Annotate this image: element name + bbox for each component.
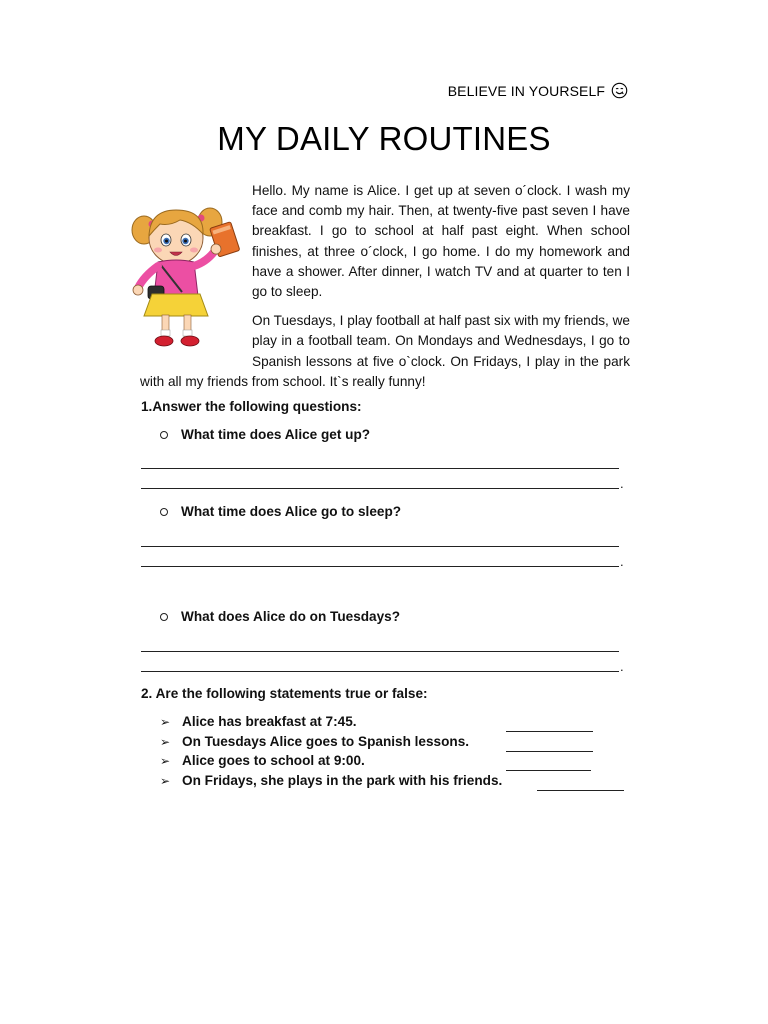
answer-line-1a[interactable] — [141, 468, 619, 469]
statement-4-text: On Fridays, she plays in the park with his friends. — [182, 773, 503, 788]
question-3-text: What does Alice do on Tuesdays? — [181, 609, 401, 624]
answer-line-1b[interactable] — [141, 488, 619, 489]
answer-line-2b[interactable] — [141, 566, 619, 567]
line-period: . — [620, 659, 624, 674]
true-false-blank-3[interactable] — [506, 770, 591, 771]
line-period: . — [620, 554, 624, 569]
true-false-blank-1[interactable] — [506, 731, 593, 732]
reading-passage — [140, 181, 630, 392]
smiley-face-icon — [611, 82, 628, 99]
statement-1-text: Alice has breakfast at 7:45. — [182, 714, 357, 729]
statement-1 — [160, 714, 357, 729]
section-1-title: 1.Answer the following questions: — [141, 399, 362, 414]
circle-bullet-icon — [160, 613, 168, 621]
arrow-bullet-icon: ➢ — [160, 714, 171, 729]
statement-3 — [160, 753, 365, 768]
reading-paragraph-2: On Tuesdays, I play football at half past six with my friends, we play in a football team. On Mondays and Wednesdays, I go to Spanish lessons at five o`clock. On Fridays, I play in the park with all my friends from school. It`s really funny! — [140, 313, 630, 389]
statement-2-text: On Tuesdays Alice goes to Spanish lessons. — [182, 734, 470, 749]
line-period: . — [620, 476, 624, 491]
circle-bullet-icon — [160, 431, 168, 439]
motto-text: BELIEVE IN YOURSELF — [447, 82, 605, 99]
question-2 — [160, 504, 401, 519]
statement-3-text: Alice goes to school at 9:00. — [182, 753, 365, 768]
answer-line-2a[interactable] — [141, 546, 619, 547]
header-motto — [448, 82, 628, 99]
section-2-title: 2. Are the following statements true or false: — [141, 686, 428, 701]
answer-line-3a[interactable] — [141, 651, 619, 652]
page-title: MY DAILY ROUTINES — [217, 120, 551, 157]
reading-paragraph-1: Hello. My name is Alice. I get up at seven o´clock. I wash my face and comb my hair. Then, at twenty-five past seven I have breakfast. I go to school at half past eight. When school finishes, at three o´clock, I go home. I do my homework and have a shower. After dinner, I watch TV and at quarter to ten I go to sleep. — [252, 183, 630, 300]
question-1-text: What time does Alice get up? — [181, 427, 371, 442]
arrow-bullet-icon: ➢ — [160, 734, 171, 749]
answer-line-3b[interactable] — [141, 671, 619, 672]
question-1 — [160, 427, 370, 442]
arrow-bullet-icon: ➢ — [160, 753, 171, 768]
question-2-text: What time does Alice go to sleep? — [181, 504, 402, 519]
circle-bullet-icon — [160, 508, 168, 516]
statement-2 — [160, 734, 469, 749]
true-false-blank-2[interactable] — [506, 751, 593, 752]
arrow-bullet-icon: ➢ — [160, 773, 171, 788]
statement-4 — [160, 773, 502, 788]
true-false-blank-4[interactable] — [537, 790, 624, 791]
question-3 — [160, 609, 400, 624]
